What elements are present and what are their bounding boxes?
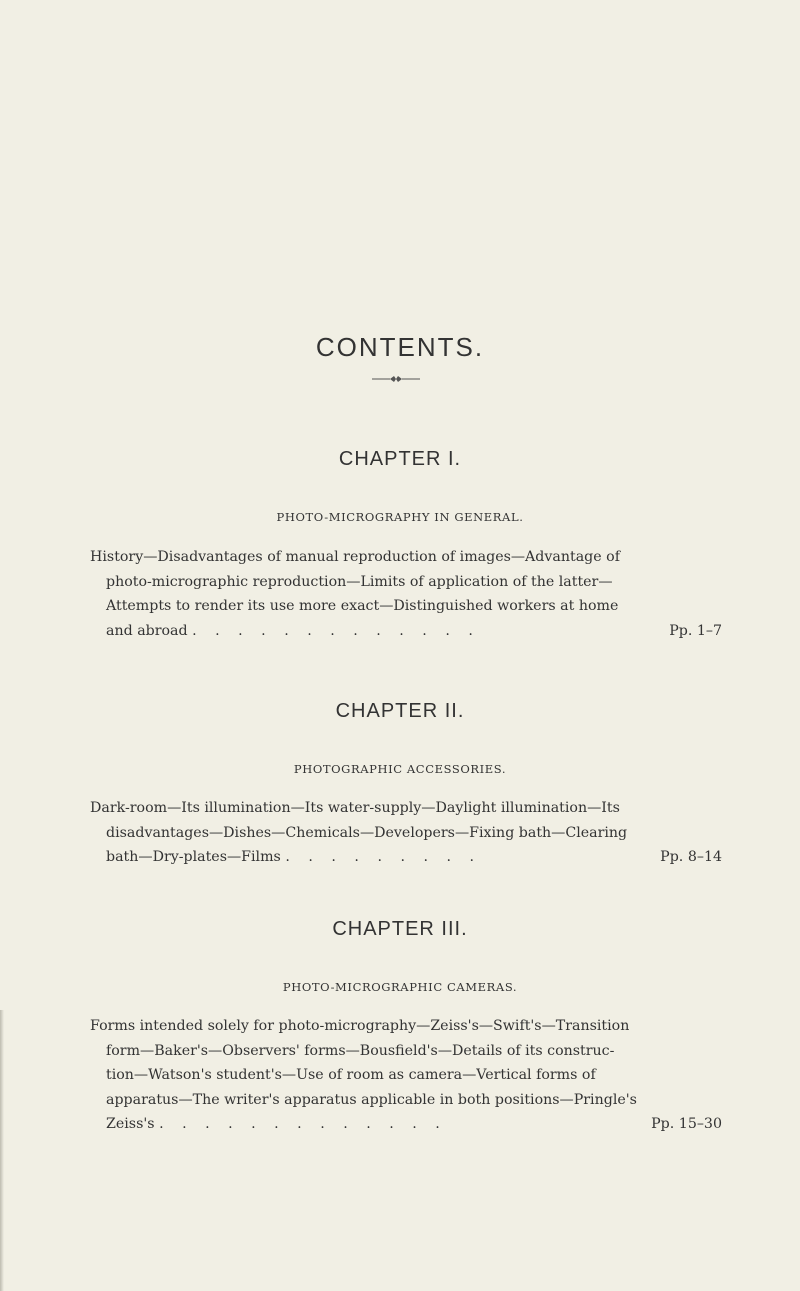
chapter-1-subtitle: PHOTO-MICROGRAPHY IN GENERAL. bbox=[276, 510, 524, 524]
chapter-2-line-2: disadvantages—Dishes—Chemicals—Developers—Fixing bath—Clearing bbox=[106, 824, 628, 841]
ornament-divider-icon bbox=[372, 374, 420, 384]
chapter-1-last-text: and abroad bbox=[106, 622, 188, 639]
chapter-3-line-1: Forms intended solely for photo-micrography—Zeiss's—Swift's—Transition bbox=[90, 1018, 630, 1034]
chapter-2-last-line bbox=[106, 845, 722, 870]
chapter-1-line-2: photo-micrographic reproduction—Limits of application of the latter— bbox=[106, 573, 613, 590]
chapter-2-heading: CHAPTER II. bbox=[335, 700, 465, 722]
chapter-2-pages: Pp. 8–14 bbox=[660, 849, 722, 865]
chapter-3-header bbox=[0, 918, 800, 941]
chapter-3-line-4: apparatus—The writer's apparatus applicable in both positions—Pringle's bbox=[106, 1091, 637, 1108]
leader-dots: . . . . . . . . . . . . . bbox=[159, 1116, 447, 1132]
chapter-1-line-1: History—Disadvantages of manual reproduction of images—Advantage of bbox=[90, 549, 620, 565]
leader-dots: . . . . . . . . . . . . . bbox=[192, 622, 480, 639]
chapter-3-summary bbox=[90, 1014, 722, 1137]
chapter-3-subtitle: PHOTO-MICROGRAPHIC CAMERAS. bbox=[282, 980, 518, 994]
binding-edge bbox=[0, 1010, 4, 1291]
chapter-3-pages: Pp. 15–30 bbox=[651, 1116, 722, 1132]
chapter-2-last-text: bath—Dry-plates—Films bbox=[106, 849, 281, 865]
chapter-3-last-text: Zeiss's bbox=[106, 1116, 155, 1132]
chapter-2-summary bbox=[90, 796, 722, 870]
chapter-2-subtitle-row bbox=[0, 762, 800, 776]
contents-title: CONTENTS. bbox=[315, 332, 485, 362]
chapter-2-line-1: Dark-room—Its illumination—Its water-supply—Daylight illumination—Its bbox=[90, 800, 620, 816]
chapter-3-line-2: form—Baker's—Observers' forms—Bousfield's—Details of its construc- bbox=[106, 1042, 615, 1059]
chapter-2-subtitle: PHOTOGRAPHIC ACCESSORIES. bbox=[293, 762, 507, 776]
leader-dots: . . . . . . . . . bbox=[285, 849, 482, 865]
chapter-1-heading: CHAPTER I. bbox=[338, 448, 462, 470]
chapter-2-header bbox=[0, 700, 800, 723]
chapter-3-line-3: tion—Watson's student's—Use of room as camera—Vertical forms of bbox=[106, 1067, 596, 1083]
chapter-1-last-line bbox=[106, 619, 722, 644]
chapter-1-pages: Pp. 1–7 bbox=[669, 622, 722, 639]
chapter-3-heading: CHAPTER III. bbox=[332, 918, 468, 940]
chapter-1-line-3: Attempts to render its use more exact—Distinguished workers at home bbox=[106, 598, 619, 614]
chapter-1-header bbox=[0, 448, 800, 471]
chapter-3-last-line bbox=[106, 1112, 722, 1137]
chapter-3-subtitle-row bbox=[0, 980, 800, 994]
chapter-1-summary bbox=[90, 545, 722, 643]
chapter-1-subtitle-row bbox=[0, 510, 800, 524]
